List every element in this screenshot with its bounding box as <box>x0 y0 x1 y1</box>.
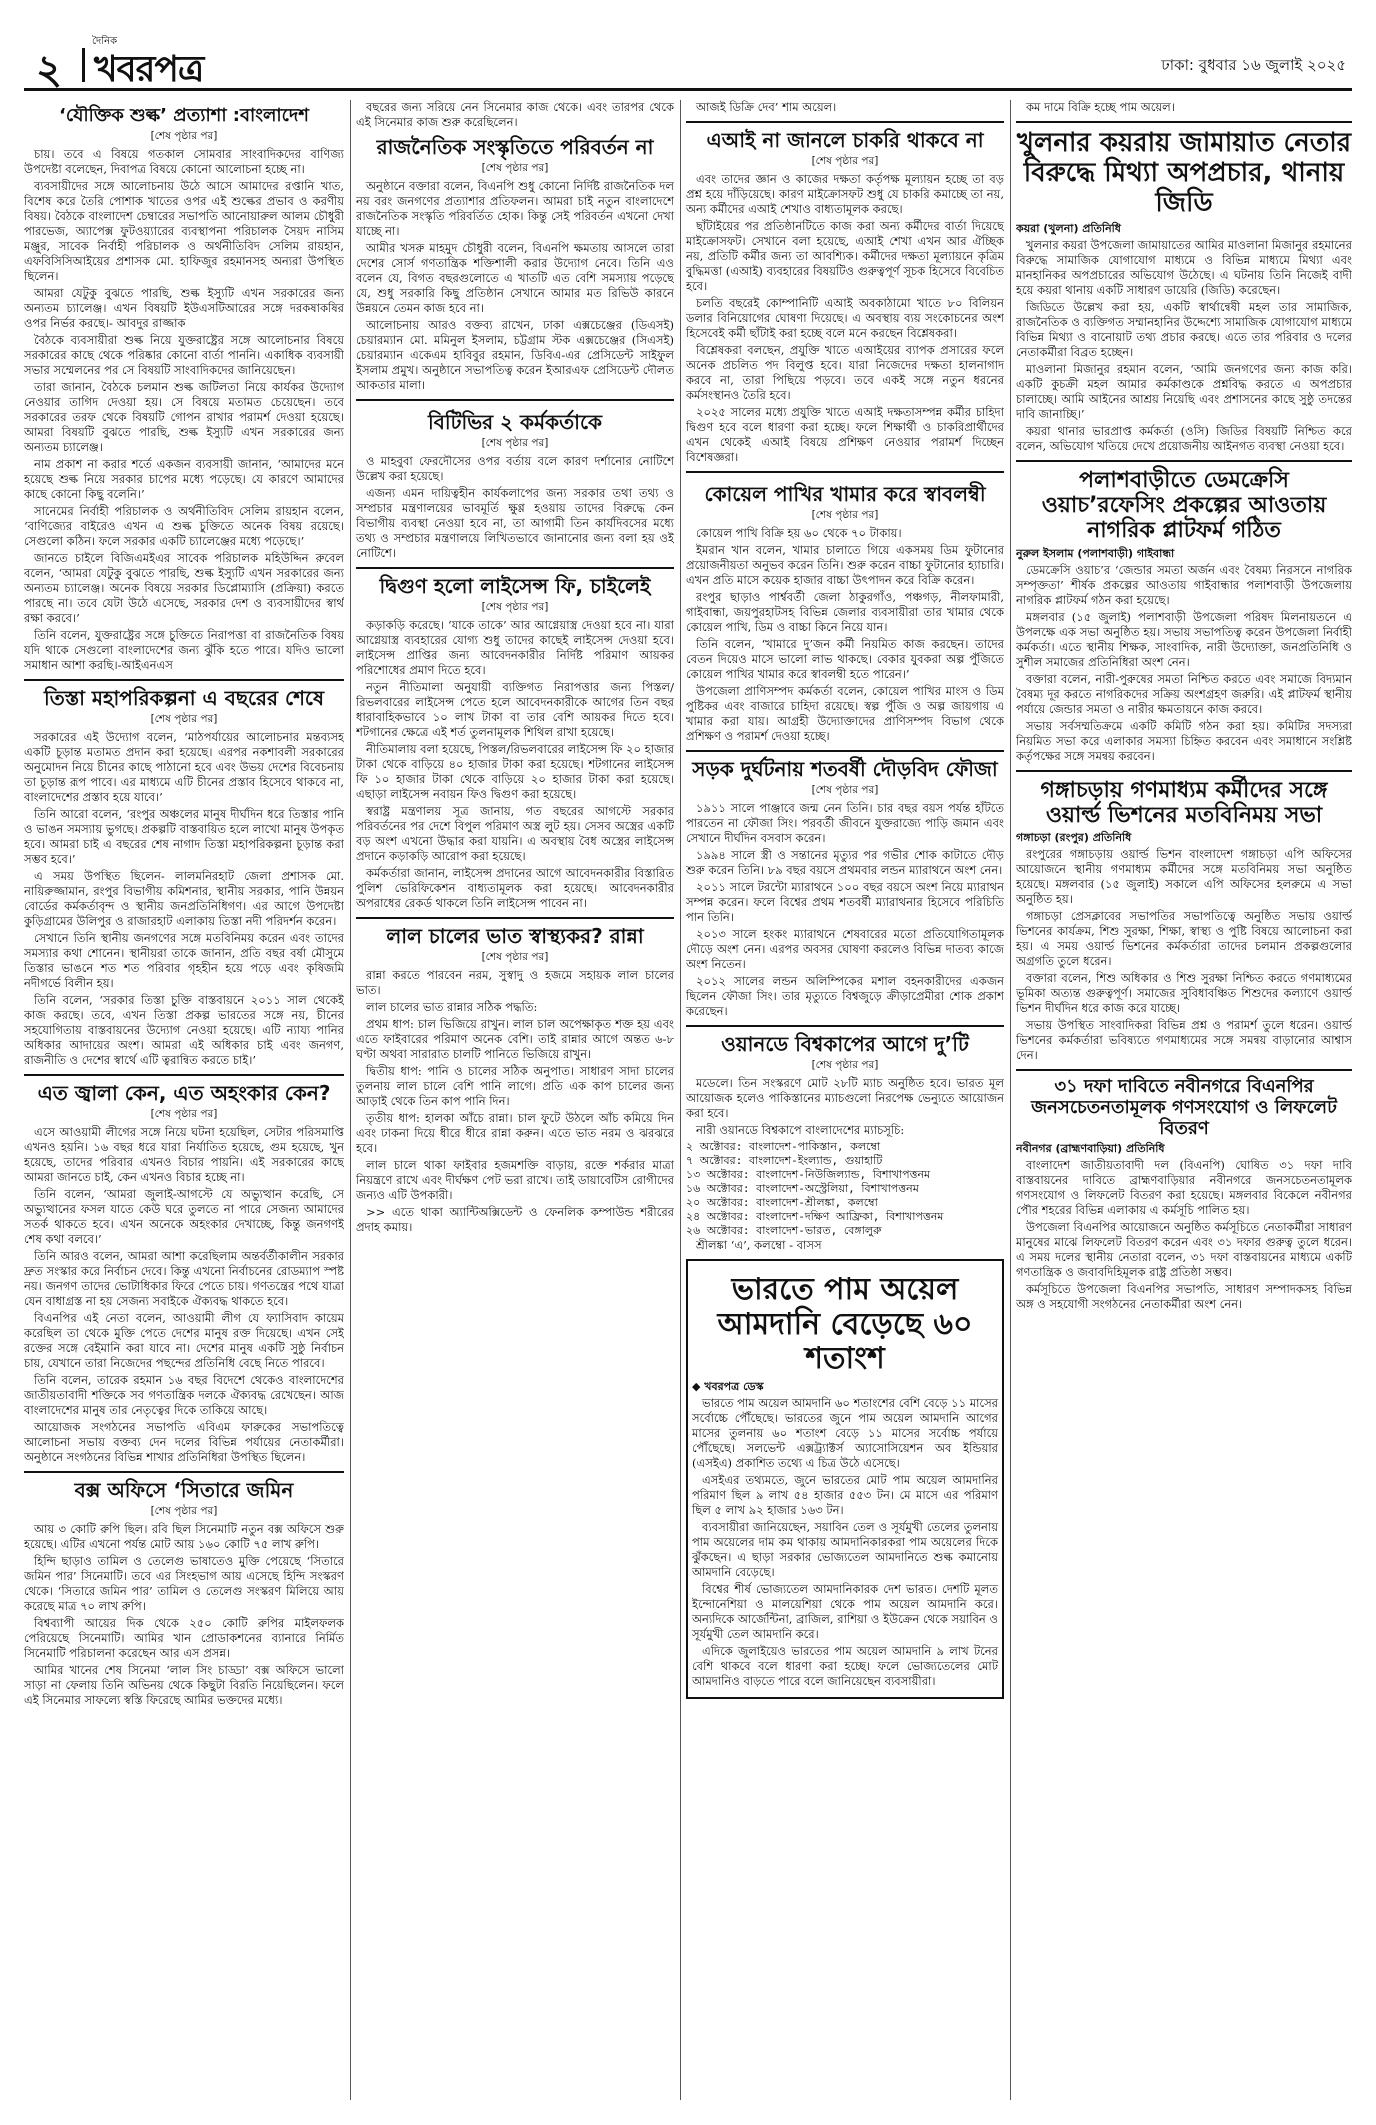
paragraph: কর্মকর্তারা জানান, লাইসেন্স প্রদানের আগে আবেদনকারীর বিস্তারিত পুলিশ ভেরিফিকেশন বাধ্যতামূলক করা হয়েছে। আবেদনকারীর অপরাধের রেকর্ড থাকলে তিনি লাইসেন্স পাবেন না। <box>356 866 674 910</box>
paragraph: আমীর খসরু মাহমুদ চৌধুরী বলেন, বিএনপি ক্ষমতায় আসলে তারা দেশের সোর্স গণতান্ত্রিক শক্তিশালী করার উদ্যোগ নেবে। তিনি এও বলেন যে, বিগত বছরগুলোতে এ খাতটি এত বেশি সমস্যায় পড়েছে যে, শুধু সরকারি কিছু প্রতিষ্ঠান সেখানে আমার মত রিভিউ কারনে উন্নয়নে তেমন কাজ হবে না। <box>356 241 674 315</box>
paragraph: আলোচনায় আরও বক্তব্য রাখেন, ঢাকা এক্সচেঞ্জের (ডিএসই) চেয়ারম্যান মো. মমিনুল ইসলাম, চট্টগ্রাম স্টক এক্সচেঞ্জের (সিএসই) চেয়ারম্যান একেএম হাবিবুর রহমান, ডিবিএ-এর প্রেসিডেন্ট সাইফুল ইসলাম প্রমুখ। অনুষ্ঠানে সভাপতিত্ব করেন ইআরএফ প্রেসিডেন্ট দৌলত আকতার মালা। <box>356 318 674 392</box>
article-body <box>686 526 1004 744</box>
paragraph: জানতে চাইলে বিজিএমইএর সাবেক পরিচালক মহিউদ্দিন রুবেল বলেন, ‘আমরা যেটুকু বুঝতে পারছি, শুল্ক ইস্যুটি এখন সরকারের জন্য অন্যতম চ্যালেঞ্জ। অনেক বিষয়ে সরকার ডিপ্লোম্যাসি (প্রক্রিয়া) করতে পারছে না। তবে যেটা উঠে এসেছে, সরকার দেশ ও ব্যবসায়ীদের স্বার্থ রক্ষা করবে।’ <box>24 550 344 625</box>
article-divider <box>24 1074 344 1076</box>
article-headline: ওয়ানডে বিশ্বকাপের আগে দু’টি <box>721 1032 969 1056</box>
paragraph: রংপুর ছাড়াও পার্শ্ববর্তী জেলা ঠাকুরগাঁও, পঞ্চগড়, নীলফামারী, গাইবান্ধা, জয়পুরহাটসহ বিভিন্ন জেলার ব্যবসায়ীরা তার খামার থেকে কোয়েল পাখি, ডিম ও বাচ্চা কিনে নিয়ে যান। <box>686 590 1004 634</box>
paragraph: মঙ্গলবার (১৫ জুলাই) পলাশবাড়ী উপজেলা পরিষদ মিলনায়তনে এ উপলক্ষে এক সভা অনুষ্ঠিত হয়। সভায় সভাপতিত্ব করেন উপজেলা নির্বাহী কর্মকর্তা। এতে স্থানীয় শিক্ষক, সাংবাদিক, নারী উদ্যোক্তা, জনপ্রতিনিধি ও সুশীল সমাজের প্রতিনিধিরা অংশ নেন। <box>1016 609 1352 669</box>
paragraph: সানেমের নির্বাহী পরিচালক ও অর্থনীতিবিদ সেলিম রায়হান বলেন, ‘বাণিজ্যের বাইরেও এখন এ শুল্ক চুক্তিতে অনেক বিষয় রয়েছে। সেগুলো কঠিন। ফলে সরকার একটি চ্যালেঞ্জের মধ্যে পড়েছে।’ <box>24 503 344 548</box>
paragraph: সরকারের এই উদ্যোগ বলেন, ‘মাঠপর্যায়ের আলোচনার মন্তব্যসহ একটি চূড়ান্ত মতামত প্রদান করা হয়েছে। এরপর নকশাবলী সরকারের অনুমোদন নিয়ে চীনের কাছে পাঠানো হবে এবং উভয় দেশের বিবেচনায় তা চূড়ান্ত রূপ পাবে। এর মাধ্যমে এটি চীনের প্রস্তাব হিসেবে থাকবে না, বাংলাদেশের প্রস্তাব হয়ে যাবে।’ <box>24 729 344 804</box>
column-2 <box>356 100 674 2100</box>
paragraph: উপজেলা বিএনপির আয়োজনে অনুষ্ঠিত কর্মসূচিতে নেতাকর্মীরা সাধারণ মানুষের মাঝে লিফলেট বিতরণ করেন এবং ৩১ দফার গুরুত্ব তুলে ধরেন। এ সময় দলের স্থানীয় নেতারা বলেন, ৩১ দফা বাস্তবায়নের মাধ্যমে একটি গণতান্ত্রিক ও জবাবদিহিমূলক রাষ্ট্র প্রতিষ্ঠা সম্ভব। <box>1016 1220 1352 1280</box>
boxed-article <box>686 471 1004 752</box>
article-divider <box>1016 1069 1352 1071</box>
paragraph: ২০১১ সালে টরন্টো ম্যারাথনে ১০০ বছর বয়সে অংশ নিয়ে ম্যারাথন সম্পন্ন করেন। ফলে বিশ্বের প্রথম শতবর্ষী ম্যারাথনার হিসেবে পরিচিতি পান তিনি। <box>686 880 1004 924</box>
paragraph: বিশ্লেষকরা বলছেন, প্রযুক্তি খাতে এআইয়ের ব্যাপক প্রসারের ফলে অনেক প্রচলিত পদ বিলুপ্ত হবে। যারা নিজেদের দক্ষতা হালনাগাদ করবে না, তারা পিছিয়ে পড়বে। তবে একই সঙ্গে নতুন ধরনের কর্মসংস্থানও তৈরি হবে। <box>686 343 1004 402</box>
column-3 <box>686 100 1004 2100</box>
paragraph: অনুষ্ঠানে বক্তারা বলেন, বিএনপি শুধু কোনো নির্দিষ্ট রাজনৈতিক দল নয় বরং জনগণের প্রত্যাশার প্রতিফলন। আমরা চাই নতুন বাংলাদেশে রাজনৈতিক সংস্কৃতি পরিবর্তিত হোক। কিন্তু সেই পরিবর্তন এখনো দেখা যাচ্ছে না। <box>356 179 674 238</box>
paragraph: ২০২৫ সালের মধ্যে প্রযুক্তি খাতে এআই দক্ষতাসম্পন্ন কর্মীর চাহিদা দ্বিগুণ হবে বলে ধারণা করা হচ্ছে। ফলে শিক্ষার্থী ও চাকরিপ্রার্থীদের এখন থেকেই এআই বিষয়ে প্রশিক্ষণ নেওয়ার পরামর্শ দিচ্ছেন বিশেষজ্ঞরা। <box>686 405 1004 464</box>
article-body <box>24 147 344 673</box>
article-divider <box>686 121 1004 123</box>
paragraph: ডেমক্রেসি ওয়াচ’র ‘জেন্ডার সমতা অর্জন এবং বৈষম্য নিরসনে নাগরিক সম্পৃক্ততা’ শীর্ষক প্রকল্পের আওতায় গাইবান্ধার পলাশবাড়ী উপজেলায় নাগরিক প্লাটফর্ম গঠন করা হয়েছে। <box>1016 562 1352 607</box>
paragraph: বিশ্বব্যাপী আয়ের দিক থেকে ২৫০ কোটি রুপির মাইলফলক পেরিয়েছে সিনেমাটি। আমির খান প্রোডাকশনের ব্যানারে নির্মিত সিনেমাটি পরিচালনা করেছেন আর এস প্রসন্ন। <box>24 1615 344 1660</box>
article-body <box>686 1076 1004 1138</box>
continuation-ref: [শেষ পৃষ্ঠার পর] <box>481 437 549 449</box>
paragraph: ১৯১১ সালে পাঞ্জাবে জন্ম নেন তিনি। চার বছর বয়স পর্যন্ত হাঁটতে পারতেন না ফৌজা সিং। পরবর্তী জীবনে যুক্তরাজ্যে পাড়ি জমান এবং সেখানে দীর্ঘদিন বসবাস করেন। <box>686 801 1004 845</box>
article-divider <box>1016 121 1352 123</box>
paragraph: বিশ্বের শীর্ষ ভোজ্যতেল আমদানিকারক দেশ ভারত। দেশটি মূলত ইন্দোনেশিয়া ও মালয়েশিয়া থেকে পাম অয়েল আমদানি করে। অন্যদিকে আর্জেন্টিনা, ব্রাজিল, রাশিয়া ও ইউক্রেন থেকে সয়াবিন ও সূর্যমুখী তেল আমদানি করে। <box>692 1581 998 1641</box>
article-divider <box>686 1025 1004 1027</box>
article-body <box>356 618 674 911</box>
column-4 <box>1016 100 1352 2100</box>
article-body <box>356 179 674 393</box>
paragraph: কোয়েল পাখি বিক্রি হয় ৬০ থেকে ৭০ টাকায়। <box>696 526 902 540</box>
paragraph: তিনি বলেন, যুক্তরাষ্ট্রের সঙ্গে চুক্তিতে নিরাপত্তা বা রাজনৈতিক বিষয় যদি থাকে সেগুলো বাংলাদেশের জন্য ঝুঁকি হতে পারে। যদিও ভালো সমাধান আশা করছি।-আইএনএস <box>24 627 344 672</box>
article-body <box>356 454 674 561</box>
paragraph: ব্যবসায়ীরা জানিয়েছেন, সয়াবিন তেল ও সূর্যমুখী তেলের তুলনায় পাম অয়েলের দাম কম থাকায় আমদানিকারকরা পাম অয়েলের দিকে ঝুঁকছেন। এ ছাড়া সরকার ভোজ্যতেল আমদানিতে শুল্ক কমানোয় আমদানি বেড়েছে। <box>692 1519 998 1579</box>
article-body <box>24 1125 344 1465</box>
continuation-ref: [শেষ পৃষ্ঠার পর] <box>811 155 879 167</box>
continuation-ref: [শেষ পৃষ্ঠার পর] <box>811 1059 879 1071</box>
continuation-ref: [শেষ পৃষ্ঠার পর] <box>150 1504 218 1517</box>
paragraph: তিনি বলেন, তারেক রহমান ১৬ বছর বিদেশে থেকেও বাংলাদেশের জাতীয়তাবাদী শক্তিকে সব গণতান্ত্রিক দলকে ঐক্যবদ্ধ রেখেছেন। আজ বাংলাদেশের মানুষ তার নেতৃত্বের দিকে তাকিয়ে আছে। <box>24 1372 344 1417</box>
article-headline: লাল চালের ভাত স্বাস্থ্যকর? রান্না <box>386 924 644 948</box>
logo-prefix: দৈনিক <box>92 36 118 47</box>
column-1 <box>24 100 344 2100</box>
article-body <box>1016 1158 1352 1312</box>
article-headline: পলাশবাড়ীতে ডেমক্রেসি ওয়াচ’রফেসিং প্রকল্পের আওতায় নাগরিক প্লাটফর্ম গঠিত <box>1041 467 1327 544</box>
masthead-divider <box>82 48 85 82</box>
article-divider <box>1016 460 1352 462</box>
paragraph: এজন্য এমন দায়িত্বহীন কার্যকলাপের জন্য সরকার তথা তথ্য ও সম্প্রচার মন্ত্রণালয়ের ভাবমূর্তি ক্ষুণ্ণ হওয়ায় তাদের বিরুদ্ধে কেন বিভাগীয় ব্যবস্থা নেওয়া হবে না, তা আগামী তিন কার্যদিবসের মধ্যে তথ্য ও সম্প্রচার মন্ত্রণালয়ে লিখিতভাবে জানানোর জন্য বলা হয় ওই নোটিশে। <box>356 486 674 560</box>
fixture-row: ২ অক্টোবর: বাংলাদেশ-পাকিস্তান, কলম্বো <box>686 1140 881 1153</box>
article-headline: গঙ্গাচড়ায় গণমাধ্যম কর্মীদের সঙ্গে ওয়ার্ল্ড ভিশনের মতবিনিময় সভা <box>1040 777 1328 828</box>
continuation-ref: [শেষ পৃষ্ঠার পর] <box>481 601 549 613</box>
paragraph: নারী ওয়ানডে বিশ্বকাপে বাংলাদেশের ম্যাচসূচি: <box>696 1123 905 1137</box>
paragraph: এবং তাদের জ্ঞান ও কাজের দক্ষতা কর্তৃপক্ষ মূল্যায়ন হচ্ছে তা বড় প্রশ্ন হয়ে দাঁড়িয়েছে। কারণ মাইক্রোসফট শুধু যে চাকরি কমাচ্ছে তা নয়, অন্য কর্মীদের এআই শেখাও বাধ্যতামূলক করছে। <box>686 172 1004 216</box>
article-body <box>686 172 1004 465</box>
paragraph: নীতিমালায় বলা হয়েছে, পিস্তল/রিভলবারের লাইসেন্স ফি ২০ হাজার টাকা থেকে বাড়িয়ে ৪০ হাজার টাকা করা হয়েছে। শটগানের লাইসেন্স ফি ১০ হাজার টাকা থেকে বাড়িয়ে ২০ হাজার টাকা করা হয়েছে। এছাড়া লাইসেন্স নবায়ন ফিও দ্বিগুণ করা হয়েছে। <box>356 742 674 801</box>
paragraph: নতুন নীতিমালা অনুযায়ী ব্যক্তিগত নিরাপত্তার জন্য পিস্তল/রিভলবারের লাইসেন্স পেতে হলে আবেদনকারীকে আগের তিন বছর ধারাবাহিকভাবে ১০ লাখ টাকা বা তার বেশি আয়কর দিতে হবে। শটগানের ক্ষেত্রে এই শর্ত তুলনামূলক শিথিল রাখা হয়েছে। <box>356 680 674 739</box>
masthead <box>24 36 1352 93</box>
article-headline: এত জ্বালা কেন, এত অহংকার কেন? <box>37 1080 331 1105</box>
paragraph: বক্তারা বলেন, নারী-পুরুষের সমতা নিশ্চিত করতে এবং সমাজে বিদ্যমান বৈষম্য দূর করতে নাগরিকদের সক্রিয় অংশগ্রহণ জরুরি। এই প্লাটফর্ম স্থানীয় পর্যায়ে জেন্ডার সমতা ও নারীর ক্ষমতায়নে কাজ করবে। <box>1016 671 1352 716</box>
article-headline: কোয়েল পাখির খামার করে স্বাবলম্বী <box>704 482 986 506</box>
fixture-row: ২৬ অক্টোবর: বাংলাদেশ-ভারত, বেঙ্গালুরু <box>686 1224 882 1237</box>
article-headline: ভারতে পাম অয়েল আমদানি বেড়েছে ৬০ শতাংশ <box>717 1272 973 1376</box>
source-credit: শ্রীলঙ্কা ‘এ’, কলম্বো - বাসস <box>696 1238 822 1252</box>
paragraph: প্রথম ধাপ: চাল ভিজিয়ে রাখুন। লাল চাল অপেক্ষাকৃত শক্ত হয় এবং এতে ফাইবারের পরিমাণ অনেক বেশি। তাই রান্নার আগে অন্তত ৬-৮ ঘণ্টা অথবা সারারাত চালটি পানিতে ভিজিয়ে রাখুন। <box>356 1017 674 1061</box>
article-headline: এআই না জানলে চাকরি থাকবে না <box>706 128 984 152</box>
paragraph: কর্মসূচিতে উপজেলা বিএনপির সভাপতি, সাধারণ সম্পাদকসহ বিভিন্ন অঙ্গ ও সহযোগী সংগঠনের নেতাকর্মীরা অংশ নেন। <box>1016 1282 1352 1312</box>
article-headline: ‘যৌক্তিক শুল্ক’ প্রত্যাশা :বাংলাদেশ <box>59 105 309 126</box>
paragraph: ২০১২ সালের লন্ডন অলিম্পিকের মশাল বহনকারীদের একজন ছিলেন ফৌজা সিং। তার মৃত্যুতে বিশ্বজুড়ে ক্রীড়াপ্রেমীরা শোক প্রকাশ করেছেন। <box>686 974 1004 1018</box>
paragraph: কয়রা থানার ভারপ্রাপ্ত কর্মকর্তা (ওসি) জিডির বিষয়টি নিশ্চিত করে বলেন, অভিযোগ খতিয়ে দেখে প্রয়োজনীয় আইনগত ব্যবস্থা নেওয়া হবে। <box>1016 423 1352 453</box>
continuation-ref: [শেষ পৃষ্ঠার পর] <box>150 129 218 142</box>
paragraph: আমরা যেটুকু বুঝতে পারছি, শুল্ক ইস্যুটি এখন সরকারের জন্য অন্যতম চ্যালেঞ্জ। এখন বিষয়টি ইউএসটিআরের সঙ্গে দরকষাকষির ওপর নির্ভর করছে।- আবদুর রাজ্জাক <box>24 285 344 330</box>
paragraph: গঙ্গাচড়া প্রেসক্লাবের সভাপতির সভাপতিত্বে অনুষ্ঠিত সভায় ওয়ার্ল্ড ভিশনের কার্যক্রম, শিশু সুরক্ষা, শিক্ষা, স্বাস্থ্য ও পুষ্টি বিষয়ে আলোচনা করা হয়। এ সময় ওয়ার্ল্ড ভিশনের কর্মকর্তারা তাদের চলমান প্রকল্পগুলোর অগ্রগতি তুলে ধরেন। <box>1016 909 1352 969</box>
paragraph: জিডিতে উল্লেখ করা হয়, একটি স্বার্থান্বেষী মহল তার সামাজিক, রাজনৈতিক ও ব্যক্তিগত সম্মানহানির উদ্দেশ্যে সামাজিক যোগাযোগ মাধ্যমে বিভিন্ন মিথ্যা ও বানোয়াট তথ্য প্রচার করছে। এতে তার পরিবার ও দলের নেতাকর্মীরা বিব্রত হচ্ছেন। <box>1016 299 1352 359</box>
article-headline: বিটিভির ২ কর্মকর্তাকে <box>428 410 602 434</box>
paragraph: আমির খানের শেষ সিনেমা ‘লাল সিং চাড্ডা’ বক্স অফিসে ভালো সাড়া না ফেলায় তিনি অভিনয় থেকে কিছুটা বিরতি নিয়েছিলেন। ফলে এই সিনেমার সাফল্যে স্বস্তি ফিরেছে আমির ভক্তদের মধ্যে। <box>24 1662 344 1707</box>
paragraph: >> এতে থাকা অ্যান্টিঅক্সিডেন্ট ও ফেনলিক কম্পাউন্ড শরীরের প্রদাহ কমায়। <box>356 1205 674 1234</box>
article-headline: তিস্তা মহাপরিকল্পনা এ বছরের শেষে <box>44 685 324 710</box>
article-body <box>24 730 344 1068</box>
article-body <box>24 1522 344 1708</box>
paragraph: সেখানে তিনি স্থানীয় জনগণের সঙ্গে মতবিনিময় করেন এবং তাদের সমস্যার কথা শোনেন। স্থানীয়রা তাকে জানান, প্রতি বছর বর্ষা মৌসুমে তিস্তার ভাঙনে শত শত পরিবার গৃহহীন হয়ে পড়ে এবং কৃষিজমি নদীগর্ভে বিলীন হয়। <box>24 930 344 990</box>
paragraph: স্বরাষ্ট্র মন্ত্রণালয় সূত্র জানায়, গত বছরের আগস্টে সরকার পরিবর্তনের পর দেশে বিপুল পরিমাণ অস্ত্র লুট হয়। সেসব অস্ত্রের একটি বড় অংশ এখনো উদ্ধার করা যায়নি। এ অবস্থায় বৈধ অস্ত্রের লাইসেন্স প্রদানে কড়াকড়ি আরোপ করা হয়েছে। <box>356 804 674 863</box>
paragraph: আয়োজক সংগঠনের সভাপতি এবিএম ফারুকের সভাপতিত্বে আলোচনা সভায় বক্তব্য দেন দলের বিভিন্ন পর্যায়ের নেতাকর্মীরা। অনুষ্ঠানে সংগঠনের বিভিন্ন শাখার প্রতিনিধিরা উপস্থিত ছিলেন। <box>24 1419 344 1464</box>
paragraph: এসে আওয়ামী লীগের সঙ্গে নিয়ে ঘটনা হয়েছিল, সেটার পরিসমাপ্তি এখনও হয়নি। ১৬ বছর ধরে যারা নির্যাতিত হয়েছে, গুম হয়েছে, খুন হয়েছে, তাদের পরিবার এখনও বিচার পায়নি। এই সরকারের কাছে আমরা জানতে চাই, কেন এখনও বিচার হচ্ছে না। <box>24 1124 344 1184</box>
article-byline: নুরুল ইসলাম (পলাশবাড়ী) গাইবান্ধা <box>1016 546 1175 560</box>
article-headline: খুলনার কয়রায় জামায়াত নেতার বিরুদ্ধে মিথ্যা অপপ্রচার, থানায় জিডি <box>1016 128 1352 218</box>
paragraph: কড়াকড়ি করেছে। ‘যাকে তাকে’ আর আগ্নেয়াস্ত্র দেওয়া হবে না। যারা আগ্নেয়াস্ত্র ব্যবহারের যোগ্য শুধু তাদের কাছেই লাইসেন্স দেওয়া হবে। লাইসেন্স প্রাপ্তির জন্য আবেদনকারীর নির্দিষ্ট পরিমাণ আয়কর পরিশোধের প্রমাণ দিতে হবে। <box>356 618 674 677</box>
article-headline: সড়ক দুর্ঘটনায় শতবর্ষী দৌড়বিদ ফৌজা <box>692 757 998 781</box>
paragraph: মডেলে। তিন সংস্করণে মোট ২৮টি ম্যাচ অনুষ্ঠিত হবে। ভারত মূল আয়োজক হলেও পাকিস্তানের ম্যাচগুলো নিরপেক্ষ ভেন্যুতে আয়োজন করা হবে। <box>686 1076 1004 1120</box>
paragraph: তৃতীয় ধাপ: হালকা আঁচে রান্না। চাল ফুটে উঠলে আঁচ কমিয়ে দিন এবং ঢাকনা দিয়ে ধীরে ধীরে রান্না করুন। এতে ভাত নরম ও ঝরঝরে হবে। <box>356 1111 674 1155</box>
article-headline: ৩১ দফা দাবিতে নবীনগরে বিএনপির জনসচেতনতামূলক গণসংযোগ ও লিফলেট বিতরণ <box>1031 1076 1337 1139</box>
paragraph: সভায় উপস্থিত সাংবাদিকরা বিভিন্ন প্রশ্ন ও পরামর্শ তুলে ধরেন। ওয়ার্ল্ড ভিশনের কর্মকর্তারা ভবিষ্যতে গণমাধ্যমের সঙ্গে সমন্বয় বাড়ানোর আশ্বাস দেন। <box>1016 1018 1352 1063</box>
paragraph: বৈঠকে ব্যবসায়ীরা শুল্ক নিয়ে যুক্তরাষ্ট্রের সঙ্গে আলোচনার বিষয়ে সরকারের কাছে থেকে পরিষ্কার কোনো বার্তা পাননি। একাধিক ব্যবসায়ী সভার সম্মেলনের পর সে বিষয়টি সাংবাদিকদের জানিয়েছেন। <box>24 332 344 377</box>
dateline: ঢাকা: বুধবার ১৬ জুলাই ২০২৫ <box>1161 56 1346 74</box>
paragraph: দ্বিতীয় ধাপ: পানি ও চালের সঠিক অনুপাত। সাধারণ সাদা চালের তুলনায় লাল চালে বেশি পানি লাগে। প্রতি এক কাপ চালের জন্য আড়াই থেকে তিন কাপ পানি দিন। <box>356 1064 674 1108</box>
continued-text: বছরের জন্য সরিয়ে নেন সিনেমার কাজ থেকে। এবং তারপর থেকে এই সিনেমার কাজ শুরু করেছিলেন। <box>356 100 674 129</box>
article-body <box>686 801 1004 1019</box>
paragraph: তিনি আরো বলেন, ‘রংপুর অঞ্চলের মানুষ দীর্ঘদিন ধরে তিস্তার পানি ও ভাঙন সমস্যায় ভুগছে। প্রকল্পটি বাস্তবায়িত হলে লাখো মানুষ উপকৃত হবে। আমরা চাই এ বছরের শেষ নাগাদ তিস্তা মহাপরিকল্পনা চূড়ান্ত করা সম্ভব হবে।’ <box>24 806 344 866</box>
paragraph: এ সময় উপস্থিত ছিলেন- লালমনিরহাট জেলা প্রশাসক মো. নায়িরুজ্জামান, রংপুর বিভাগীয় কমিশনার, স্থানীয় সরকার, পানি উন্নয়ন বোর্ডের কর্মকর্তাবৃন্দ ও স্থানীয় জনপ্রতিনিধিগণ। এর আগে উপদেষ্টা কুড়িগ্রামের উলিপুর ও রাজারহাট এলাকায় তিস্তা নদী পরিদর্শন করেন। <box>24 868 344 928</box>
article-body <box>1016 847 1352 1063</box>
continuation-ref: [শেষ পৃষ্ঠার পর] <box>481 162 549 174</box>
paragraph: তিনি বলেন, ‘সরকার তিস্তা চুক্তি বাস্তবায়নে ২০১১ সাল থেকেই কাজ করছে। তবে, এখন তিস্তা প্রকল্প ভারতের সঙ্গে নয়, চীনের সহযোগিতায় বাস্তবায়নের উদ্যোগ নেওয়া হয়েছে। এটি ন্যায্য পানির অধিকার আদায়ের অংশ। আমরা এই অধিকার চাই এবং জনগণ, রাজনীতি ও দেশের স্বার্থে এটি ত্বরান্বিত করতে চাই।’ <box>24 992 344 1067</box>
article-divider <box>1016 770 1352 772</box>
article-byline: কয়রা (খুলনা) প্রতিনিধি <box>1016 221 1121 235</box>
article-headline: বক্স অফিসে ‘সিতারে জমিন <box>74 1477 294 1502</box>
fixture-row: ১৬ অক্টোবর: বাংলাদেশ-অস্ট্রেলিয়া, বিশাখাপত্তনম <box>686 1182 919 1195</box>
paragraph: হিন্দি ছাড়াও তামিল ও তেলেগু ভাষাতেও মুক্তি পেয়েছে ‘সিতারে জমিন পার’ সিনেমাটি। তবে এর সিংহভাগ আয় এসেছে হিন্দি সংস্করণ থেকে। ‘সিতারে জমিন পার’ তামিল ও তেলেগু সংস্করণ মিলিয়ে আয় করেছে মাত্র ৭০ লাখ রুপি। <box>24 1553 344 1613</box>
paragraph: নাম প্রকাশ না করার শর্তে একজন ব্যবসায়ী জানান, ‘আমাদের মনে হয়েছে শুল্ক নিয়ে সরকার চাপের মধ্যে পড়েছে। যে কারণে আমাদের কাছে কোনো কিছু বলেনি।’ <box>24 456 344 501</box>
paragraph: বিএনপির এই নেতা বলেন, আওয়ামী লীগ যে ফ্যাসিবাদ কায়েম করেছিল তা থেকে মুক্তি পেতে দেশের মানুষ রক্ত দিয়েছে। এখন সেই রক্তের সঙ্গে বেইমানি করা যাবে না। দেশের মানুষ একটি সুষ্ঠু নির্বাচন চায়, যেখানে তারা নিজেদের পছন্দের প্রতিনিধি বেছে নিতে পারবে। <box>24 1310 344 1370</box>
continuation-ref: [শেষ পৃষ্ঠার পর] <box>150 712 218 725</box>
boxed-article <box>356 399 674 569</box>
article-byline: ◆ খবরপত্র ডেস্ক <box>692 1379 764 1393</box>
continued-text: আজই ডিক্রি দেব’ শাম অয়েল। <box>696 100 837 114</box>
continuation-ref: [শেষ পৃষ্ঠার পর] <box>811 784 879 796</box>
article-headline: দ্বিগুণ হলো লাইসেন্স ফি, চাইলেই <box>379 574 651 598</box>
continuation-ref: [শেষ পৃষ্ঠার পর] <box>481 951 549 963</box>
paragraph: রংপুরের গঙ্গাচড়ায় ওয়ার্ল্ড ভিশন বাংলাদেশ গঙ্গাচড়া এপি অফিসের আয়োজনে স্থানীয় গণমাধ্যম কর্মীদের সঙ্গে মতবিনিময় সভা অনুষ্ঠিত হয়েছে। মঙ্গলবার (১৫ জুলাই) সকালে এপি অফিসের হলরুমে এ সভা অনুষ্ঠিত হয়। <box>1016 847 1352 907</box>
column-divider <box>680 100 681 2100</box>
fixture-list <box>686 1140 1004 1238</box>
paragraph: খুলনার কয়রা উপজেলা জামায়াতের আমির মাওলানা মিজানুর রহমানের বিরুদ্ধে সামাজিক যোগাযোগ মাধ্যমে ও বিভিন্ন মাধ্যমে মিথ্যা এবং মানহানিকর অপপ্রচারের অভিযোগ উঠেছে। এ ঘটনায় তিনি নিজেই বাদী হয়ে কয়রা থানায় একটি সাধারণ ডায়েরি (জিডি) করেছেন। <box>1016 237 1352 297</box>
paragraph: আয় ৩ কোটি রুপি ছিল। রবি ছিল সিনেমাটি নতুন বক্স অফিসে শুরু হয়েছে। এটির এখনো পর্যন্ত মোট আয় ১৬০ কোটি ৭৫ লাখ রুপি। <box>24 1521 344 1551</box>
paragraph: তারা জানান, বৈঠকে চলমান শুল্ক জটিলতা নিয়ে কার্যকর উদ্যোগ নেওয়ার তাগিদ দেওয়া হয়। সে বিষয়ে মতামত চেয়েছেন। তবে সরকারের তরফ থেকে বিষয়টি গোপন রাখার পরামর্শ দেওয়া হয়েছে। আমরা বিষয়টি বুঝতে পারছি, শুল্ক ইস্যুটি এখন সরকারের জন্য অন্যতম চ্যালেঞ্জ। <box>24 379 344 454</box>
article-body <box>1016 238 1352 454</box>
paragraph: ভারতে পাম অয়েল আমদানি ৬০ শতাংশের বেশি বেড়ে ১১ মাসের সর্বোচ্চে পৌঁছেছে। ভারতের জুনে পাম অয়েল আমদানি আগের মাসের তুলনায় ৬০ শতাংশ বেড়ে ১১ মাসের সর্বোচ্চ পর্যায়ে পৌঁছেছে। সলভেন্ট এক্সট্র্যাক্টর্স অ্যাসোসিয়েশন অব ইন্ডিয়ার (এসইএ) প্রকাশিত তথ্যে এ চিত্র উঠে এসেছে। <box>692 1395 998 1470</box>
paragraph: বাংলাদেশ জাতীয়তাবাদী দল (বিএনপি) ঘোষিত ৩১ দফা দাবি বাস্তবায়নের দাবিতে ব্রাহ্মণবাড়িয়ার নবীনগরে জনসচেতনতামূলক গণসংযোগ ও লিফলেট বিতরণ করা হয়েছে। মঙ্গলবার বিকেলে নবীনগর পৌর শহরের বিভিন্ন এলাকায় এ কর্মসূচি পালিত হয়। <box>1016 1158 1352 1218</box>
paragraph: উপজেলা প্রাণিসম্পদ কর্মকর্তা বলেন, কোয়েল পাখির মাংস ও ডিম পুষ্টিকর এবং বাজারে চাহিদা রয়েছে। স্বল্প পুঁজি ও অল্প জায়গায় এ খামার করা যায়। আগ্রহী উদ্যোক্তাদের প্রাণিসম্পদ বিভাগ থেকে প্রশিক্ষণ ও পরামর্শ দেওয়া হচ্ছে। <box>686 684 1004 743</box>
newspaper-logo: খবরপত্র <box>94 49 204 90</box>
paragraph: ও মাহবুবা ফেরদৌসের ওপর বর্তায় বলে কারণ দর্শানোর নোটিশে উল্লেখ করা হয়েছে। <box>356 454 674 483</box>
article-headline: রাজনৈতিক সংস্কৃতিতে পরিবর্তন না <box>376 135 654 159</box>
paragraph: ১৯৯৪ সালে স্ত্রী ও সন্তানের মৃত্যুর পর গভীর শোক কাটাতে দৌড় শুরু করেন তিনি। ৮৯ বছর বয়সে প্রথমবার লন্ডন ম্যারাথনে অংশ নেন। <box>686 848 1004 877</box>
article-divider <box>356 917 674 919</box>
continuation-ref: [শেষ পৃষ্ঠার পর] <box>811 509 879 521</box>
paragraph: বক্তারা বলেন, শিশু অধিকার ও শিশু সুরক্ষা নিশ্চিত করতে গণমাধ্যমের ভূমিকা অত্যন্ত গুরুত্বপূর্ণ। সমাজের সুবিধাবঞ্চিত শিশুদের কল্যাণে ওয়ার্ল্ড ভিশন দীর্ঘদিন ধরে কাজ করে যাচ্ছে। <box>1016 971 1352 1016</box>
article-byline: গঙ্গাচড়া (রংপুর) প্রতিনিধি <box>1016 831 1132 845</box>
fixture-row: ২০ অক্টোবর: বাংলাদেশ-শ্রীলঙ্কা, কলম্বো <box>686 1196 878 1209</box>
paragraph: তিনি আরও বলেন, আমরা আশা করেছিলাম অন্তর্বর্তীকালীন সরকার দ্রুত সংস্কার করে নির্বাচন দেবে। কিন্তু এখনো নির্বাচনের রোডম্যাপ স্পষ্ট নয়। জনগণ তাদের ভোটাধিকার ফিরে পেতে চায়। গণতন্ত্রের পথে যাত্রা যেন বাধাগ্রস্ত না হয় সেজন্য সবাইকে ঐক্যবদ্ধ থাকতে হবে। <box>24 1248 344 1308</box>
paragraph: চায়। তবে এ বিষয়ে গতকাল সোমবার সাংবাদিকদের বাণিজ্য উপদেষ্টা বলেছেন, দিবাপত্র বিষয়ে কোনো আলোচনা হচ্ছে না। <box>24 146 344 176</box>
featured-article <box>686 1259 1004 1699</box>
article-body <box>1016 563 1352 764</box>
article-byline: নবীনগর (ব্রাহ্মণবাড়িয়া) প্রতিনিধি <box>1016 1142 1165 1156</box>
paragraph: তিনি বলেন, ‘আমরা জুলাই-আগস্টে যে অভ্যুত্থান করেছি, সে অভ্যুত্থানের ফসল যাতে কেউ ঘরে তুলতে না পারে সেজন্য আমাদের সতর্ক থাকতে হবে। এখন অনেকে অহংকার দেখাচ্ছে, কিন্তু জনগণই শেষ কথা বলবে।’ <box>24 1186 344 1246</box>
paragraph: ইমরান খান বলেন, খামার চালাতে গিয়ে একসময় ডিম ফুটানোর প্রয়োজনীয়তা অনুভব করেন তিনি। শুরু করেন বাচ্চা ফুটানোর হ্যাচারি। এখন প্রতি মাসে কয়েক হাজার বাচ্চা উৎপাদন করে বিক্রি করেন। <box>686 543 1004 587</box>
paragraph: লাল চালে থাকা ফাইবার হজমশক্তি বাড়ায়, রক্তে শর্করার মাত্রা নিয়ন্ত্রণে রাখে এবং দীর্ঘক্ষণ পেট ভরা রাখে। তাই ডায়াবেটিস রোগীদের জন্যও এটি উপকারী। <box>356 1158 674 1202</box>
paragraph: চলতি বছরেই কোম্পানিটি এআই অবকাঠামো খাতে ৮০ বিলিয়ন ডলার বিনিয়োগের ঘোষণা দিয়েছে। এ অবস্থায় ব্যয় সংকোচনের অংশ হিসেবেই কর্মী ছাঁটাই করা হচ্ছে বলে মনে করছেন বিশ্লেষকরা। <box>686 296 1004 340</box>
paragraph: মাওলানা মিজানুর রহমান বলেন, ‘আমি জনগণের জন্য কাজ করি। একটি কুচক্রী মহল আমার কর্মকাণ্ডকে প্রশ্নবিদ্ধ করতে এ অপপ্রচার চালাচ্ছে। আমি আইনের আশ্রয় নিয়েছি এবং প্রশাসনের কাছে সুষ্ঠু তদন্তের দাবি জানাচ্ছি।’ <box>1016 361 1352 421</box>
page-number: ২ <box>36 46 63 93</box>
continued-text: কম দামে বিক্রি হচ্ছে পাম অয়েল। <box>1026 100 1175 114</box>
article-divider <box>24 1471 344 1473</box>
continuation-ref: [শেষ পৃষ্ঠার পর] <box>150 1107 218 1120</box>
article-body <box>356 968 674 1235</box>
paragraph: এদিকে জুলাইয়েও ভারতের পাম অয়েল আমদানি ৯ লাখ টনের বেশি থাকবে বলে ধারণা করা হচ্ছে। ফলে ভোজ্যতেলের মোট আমদানিও বাড়তে পারে বলে জানিয়েছেন ব্যবসায়ীরা। <box>692 1643 998 1688</box>
paragraph: ২০১৩ সালে হংকং ম্যারাথনে শেষবারের মতো প্রতিযোগিতামূলক দৌড়ে অংশ নেন। এরপর অবসর ঘোষণা করলেও বিভিন্ন দাতব্য কাজে অংশ নিতেন। <box>686 927 1004 971</box>
paragraph: রান্না করতে পারবেন নরম, সুস্বাদু ও হজমে সহায়ক লাল চালের ভাত। <box>356 968 674 997</box>
column-divider <box>1010 100 1011 2100</box>
paragraph: সভায় সর্বসম্মতিক্রমে একটি কমিটি গঠন করা হয়। কমিটির সদস্যরা নিয়মিত সভা করে এলাকার সমস্যা চিহ্নিত করবেন এবং সমাধানে সংশ্লিষ্ট কর্তৃপক্ষের সঙ্গে সমন্বয় করবেন। <box>1016 718 1352 763</box>
paragraph: ছাঁটাইয়ের পর প্রতিষ্ঠানটিতে কাজ করা অন্য কর্মীদের বার্তা দিয়েছে মাইক্রোসফট। সেখানে বলা হয়েছে, এআই শেখা এখন আর ঐচ্ছিক নয়, প্রতিটি কর্মীর জন্য তা আবশ্যিক। কর্মীদের দক্ষতা মূল্যায়নে কৃত্রিম বুদ্ধিমত্তা (এআই) ব্যবহারের বিষয়টিও গুরুত্বপূর্ণ সূচক হিসেবে বিবেচিত হবে। <box>686 219 1004 293</box>
fixture-row: ২৪ অক্টোবর: বাংলাদেশ-দক্ষিণ আফ্রিকা, বিশাখাপত্তনম <box>686 1210 944 1223</box>
article-divider <box>24 679 344 681</box>
paragraph: লাল চালের ভাত রান্নার সঠিক পদ্ধতি: <box>366 1000 538 1014</box>
paragraph: তিনি বলেন, ‘খামারে দু’জন কর্মী নিয়মিত কাজ করছেন। তাদের বেতন দিয়েও মাসে ভালো লাভ থাকছে। বেকার যুবকরা অল্প পুঁজিতে কোয়েল পাখির খামার করে স্বাবলম্বী হতে পারেন।’ <box>686 637 1004 681</box>
paragraph: এসইএর তথ্যমতে, জুনে ভারতের মোট পাম অয়েল আমদানির পরিমাণ ছিল ৯ লাখ ৫৪ হাজার ৫৫৩ টন। মে মাসে এর পরিমাণ ছিল ৫ লাখ ৯২ হাজার ১৬৩ টন। <box>692 1472 998 1517</box>
article-body <box>692 1396 998 1689</box>
fixture-row: ৭ অক্টোবর: বাংলাদেশ-ইংল্যান্ড, গুয়াহাটি <box>686 1154 883 1167</box>
column-divider <box>350 100 351 2100</box>
paragraph: ব্যবসায়ীদের সঙ্গে আলোচনায় উঠে আসে আমাদের রপ্তানি খাত, বিশেষ করে তৈরি পোশাক খাতের ওপর এই শুল্কের প্রভাব ও করণীয় বিষয়। বৈঠকে বাংলাদেশ চেম্বারের সভাপতি আনোয়ারুল আলম চৌধুরী পারভেজ, অ্যাপেক্স ফুটওয়্যারের ব্যবস্থাপনা পরিচালক সৈয়দ নাসিম মঞ্জুর, সাবেক নির্বাহী পরিচালক ও অর্থনীতিবিদ সেলিম রায়হান, এফবিসিসিআইয়ের প্রশাসক মো. হাফিজুর রহমানসহ অন্যরা উপস্থিত ছিলেন। <box>24 178 344 283</box>
fixture-row: ১৩ অক্টোবর: বাংলাদেশ-নিউজিল্যান্ড, বিশাখাপত্তনম <box>686 1168 931 1181</box>
